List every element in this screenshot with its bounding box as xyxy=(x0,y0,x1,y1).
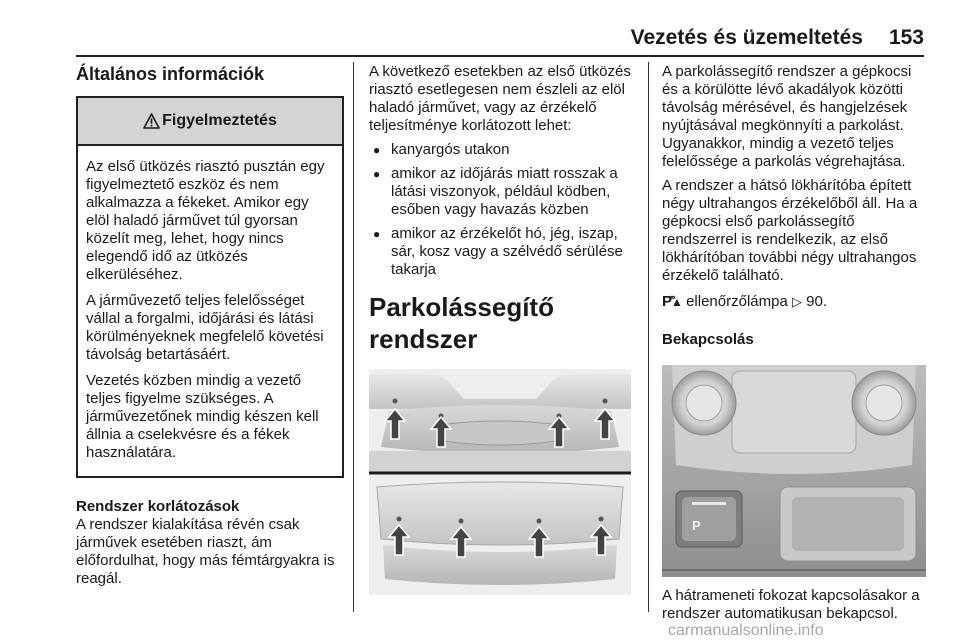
header-rule xyxy=(76,55,924,57)
parking-sensor-lamp-icon: P᪲▲ xyxy=(662,293,682,310)
list-item: ● amikor az időjárás miatt rosszak a látási viszonyok, például ködben, esőben vagy havazás közben xyxy=(369,165,639,219)
description-paragraph: A parkolássegítő rendszer a gépkocsi és a körülötte lévő akadályok közötti távolság mérésével, és hangjelzések nyújtásával megkönnyíti a parkolást. Ugyanakkor, mindig a vezető teljes felelőssége a parkolás végrehajtása. xyxy=(662,63,912,170)
description-paragraph: A rendszer a hátsó lökhárítóba épített négy ultrahangos érzékelőből áll. Ha a gépkocsi első parkolássegítő rendszerrel is rendelkezik, az első lökhárítóban további négy ultrahangos érzékelő található. xyxy=(662,177,918,284)
warning-paragraph: Az első ütközés riasztó pusztán egy figyelmeztető eszköz és nem alkalmazza a fékeket. Amikor egy elöl haladó járművet túl gyorsan közelít meg, lehet, hogy nincs elegendő idő az ütközés elkerüléséhez. xyxy=(86,158,325,283)
bumper-sensor-illustration xyxy=(369,369,631,595)
front-bumper xyxy=(369,369,631,473)
column-divider-1 xyxy=(353,62,354,612)
limitation-list xyxy=(369,141,639,279)
list-item: ● kanyargós utakon xyxy=(369,141,639,159)
warning-paragraph: Vezetés közben mindig a vezető teljes figyelme szükséges. A járművezetőnek mindig készen kell állnia a cselekvésre és a fékek használatára. xyxy=(86,372,319,461)
activation-text: A hátrameneti fokozat kapcsolásakor a rendszer automatikusan bekapcsol. xyxy=(662,587,920,622)
warning-box xyxy=(76,96,344,478)
page-header xyxy=(631,26,924,58)
warning-heading: Figyelmeztetés xyxy=(162,112,277,129)
column-3 xyxy=(662,63,928,629)
activation-title: Bekapcsolás xyxy=(662,331,754,348)
button-label: P xyxy=(692,518,701,533)
page-reference-icon: ▷ xyxy=(791,294,802,309)
console-button-illustration xyxy=(662,365,926,577)
column-1 xyxy=(76,62,344,594)
header-section-title: Vezetés és üzemeltetés xyxy=(630,26,863,49)
control-lamp-text: ellenőrzőlámpa xyxy=(686,293,788,310)
list-item: ● amikor az érzékelőt hó, jég, iszap, sár, kosz vagy a szélvédő sérülése takarja xyxy=(369,225,639,279)
warning-header xyxy=(78,98,342,146)
warning-paragraph: A járművezető teljes felelősséget vállal a forgalmi, időjárási és látási körülményeknek megfelelő követési távolság betartásáért. xyxy=(86,292,324,363)
subsection-text: A rendszer kialakítása révén csak járművek esetében riaszt, ám előfordulhat, hogy más fémtárgyakra is reagál. xyxy=(76,516,335,587)
subsection-title: Rendszer korlátozások xyxy=(76,498,240,515)
control-lamp-line xyxy=(662,293,928,311)
warning-triangle-icon xyxy=(143,113,160,129)
column-2 xyxy=(369,63,639,595)
warning-body xyxy=(78,146,342,476)
intro-paragraph: A következő esetekben az első ütközés riasztó esetlegesen nem észleli az elöl haladó járművet, vagy az érzékelő teljesítménye korlátozott lehet: xyxy=(369,63,631,134)
control-lamp-page-ref: 90. xyxy=(806,293,828,310)
parking-assist-heading: Parkolássegítő rendszer xyxy=(369,292,554,354)
watermark: carmanualsonline.info xyxy=(668,622,824,639)
section-title: Általános információk xyxy=(76,64,265,84)
page-number: 153 xyxy=(888,26,924,49)
column-divider-2 xyxy=(648,62,649,612)
